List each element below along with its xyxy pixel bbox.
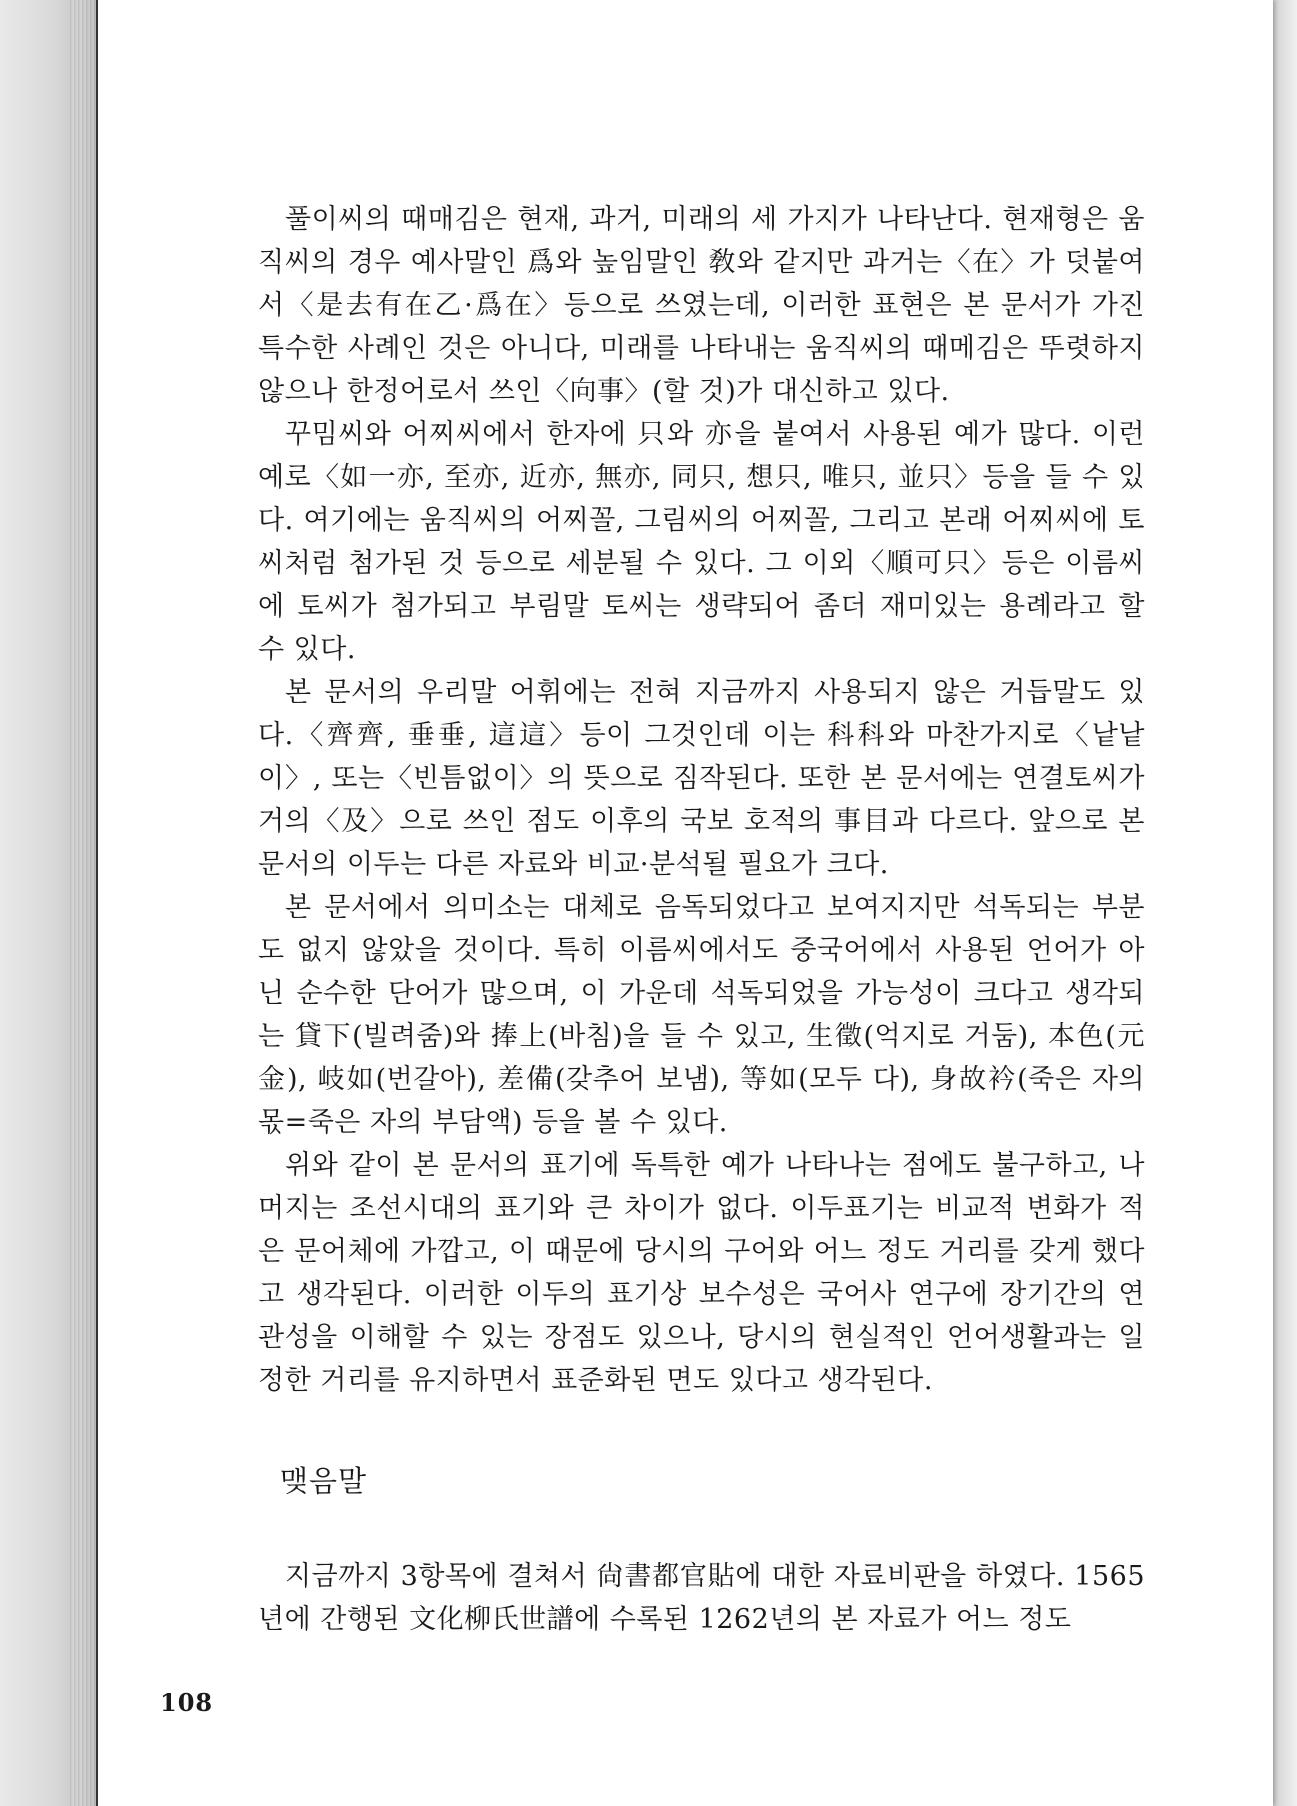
page-number: 108 [160, 1688, 214, 1717]
page-content [258, 198, 1145, 1641]
paragraph-adverbs: 꾸밈씨와 어찌씨에서 한자에 只와 亦을 붙여서 사용된 예가 많다. 이런 예로〈如一亦, 至亦, 近亦, 無亦, 同只, 想只, 唯只, 並只〉등을 들 수 있다. 여기에는 움직씨의 어찌꼴, 그림씨의 어찌꼴, 그리고 본래 어찌씨에 토씨처럼 첨가된 것 등으로 세분될 수 있다. 그 이외〈順可只〉등은 이름씨에 토씨가 첨가되고 부림말 토씨는 생략되어 좀더 재미있는 용례라고 할 수 있다. [258, 419, 1145, 665]
book-edge-left [0, 0, 96, 1806]
paragraph-vocabulary: 본 문서의 우리말 어휘에는 전혀 지금까지 사용되지 않은 거듭말도 있다.〈齊齊, 垂垂, 這這〉등이 그것인데 이는 科科와 마찬가지로〈낱낱이〉, 또는〈빈틈없이〉의 뜻으로 짐작된다. 또한 본 문서에는 연결토씨가 거의〈及〉으로 쓰인 점도 이후의 국보 호적의 事目과 다르다. 앞으로 본 문서의 이두는 다른 자료와 비교·분석될 필요가 크다. [258, 677, 1145, 880]
book-edge-right [1271, 0, 1297, 1806]
paragraph-conclusion-notes: 위와 같이 본 문서의 표기에 독특한 예가 나타나는 점에도 불구하고, 나머지는 조선시대의 표기와 큰 차이가 없다. 이두표기는 비교적 변화가 적은 문어체에 가깝고, 이 때문에 당시의 구어와 어느 정도 거리를 갖게 했다고 생각된다. 이러한 이두의 표기상 보수성은 국어사 연구에 장기간의 연관성을 이해할 수 있는 장점도 있으나, 당시의 현실적인 언어생활과는 일정한 거리를 유지하면서 표준화된 면도 있다고 생각된다. [258, 1150, 1145, 1396]
section-heading: 맺음말 [280, 1464, 368, 1498]
book-page [96, 0, 1273, 1806]
paragraph-tense: 풀이씨의 때매김은 현재, 과거, 미래의 세 가지가 나타난다. 현재형은 움직씨의 경우 예사말인 爲와 높임말인 敎와 같지만 과거는〈在〉가 덧붙여서〈是去有在乙·爲在〉등으로 쓰였는데, 이러한 표현은 본 문서가 가진 특수한 사례인 것은 아니다, 미래를 나타내는 움직씨의 때메김은 뚜렷하지 않으나 한정어로서 쓰인〈向事〉(할 것)가 대신하고 있다. [258, 204, 1145, 407]
paragraph-reading: 본 문서에서 의미소는 대체로 음독되었다고 보여지지만 석독되는 부분도 없지 않았을 것이다. 특히 이름씨에서도 중국어에서 사용된 언어가 아닌 순수한 단어가 많으며, 이 가운데 석독되었을 가능성이 크다고 생각되는 貸下(빌려줌)와 捧上(바침)을 들 수 있고, 生徵(억지로 거둠), 本色(元金), 岐如(번갈아), 差備(갖추어 보냄), 等如(모두 다), 身故衿(죽은 자의 몫=죽은 자의 부담액) 등을 볼 수 있다. [258, 892, 1145, 1138]
paragraph-closing: 지금까지 3항목에 결쳐서 尙書都官貼에 대한 자료비판을 하였다. 1565년에 간행된 文化柳氏世譜에 수록된 1262년의 본 자료가 어느 정도 [258, 1561, 1145, 1635]
